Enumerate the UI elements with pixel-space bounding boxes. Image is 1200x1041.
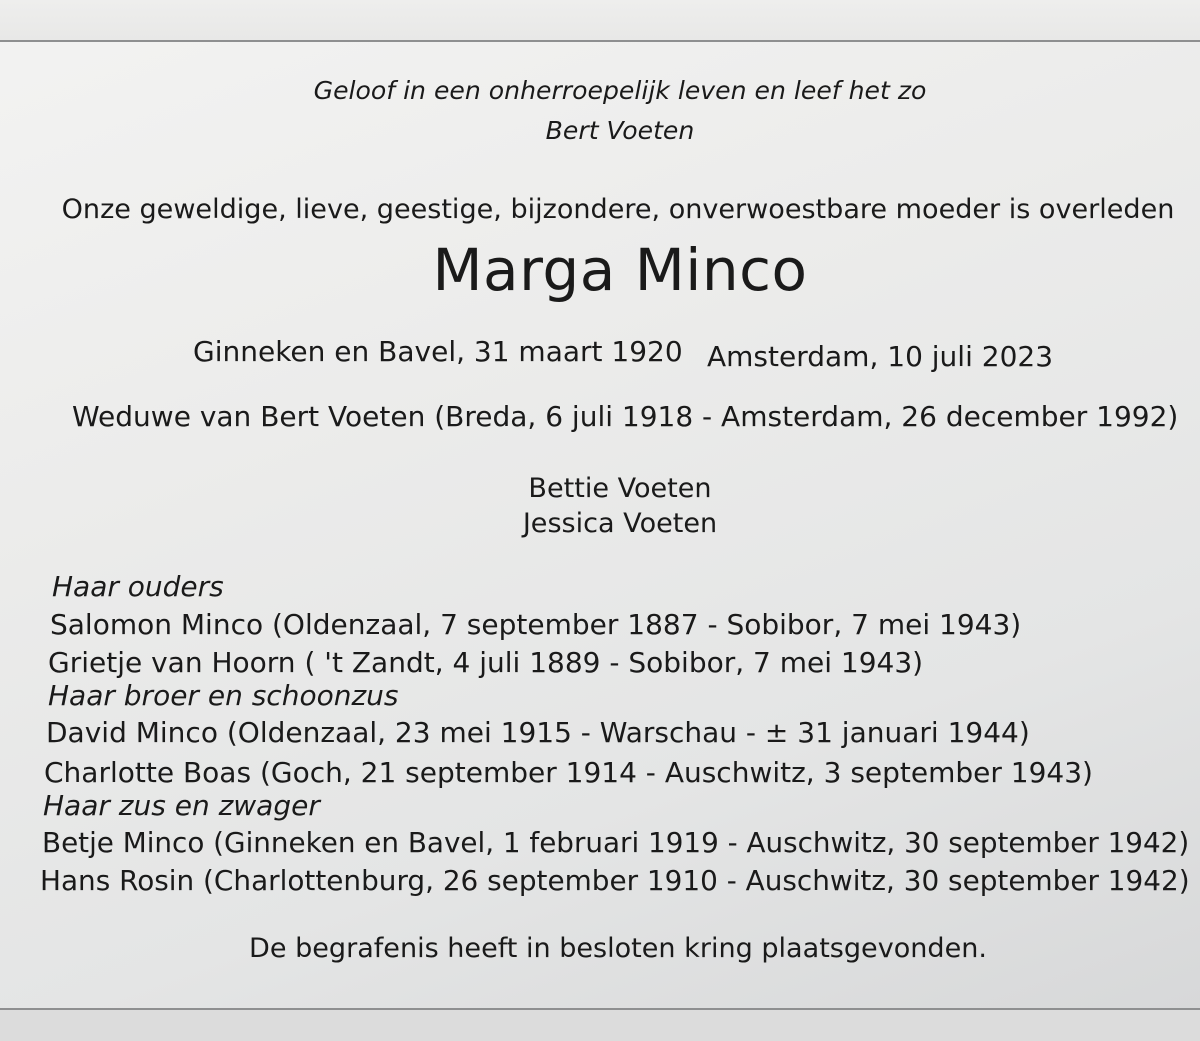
widow-of: Weduwe van Bert Voeten (Breda, 6 juli 1918 - Amsterdam, 26 december 1992): [72, 400, 1179, 433]
quote-author: Bert Voeten: [545, 116, 695, 145]
top-border: [0, 0, 1200, 42]
quote-text: Geloof in een onherroepelijk leven en leef het zo: [313, 76, 927, 105]
birth-place-date: Ginneken en Bavel, 31 maart 1920: [193, 335, 683, 368]
family-member: Salomon Minco (Oldenzaal, 7 september 1887 - Sobibor, 7 mei 1943): [50, 608, 1022, 641]
announcement-intro: Onze geweldige, lieve, geestige, bijzondere, onverwoestbare moeder is overleden: [61, 194, 1175, 225]
family-member: Betje Minco (Ginneken en Bavel, 1 februari 1919 - Auschwitz, 30 september 1942): [42, 826, 1190, 859]
brother-heading: Haar broer en schoonzus: [48, 679, 399, 712]
family-member: Charlotte Boas (Goch, 21 september 1914 - Auschwitz, 3 september 1943): [44, 756, 1093, 789]
family-member: Grietje van Hoorn ( 't Zandt, 4 juli 1889 - Sobibor, 7 mei 1943): [48, 646, 924, 679]
funeral-note: De begrafenis heeft in besloten kring plaatsgevonden.: [249, 933, 987, 964]
child-name: Jessica Voeten: [522, 508, 718, 539]
parents-heading: Haar ouders: [52, 570, 224, 603]
family-member: David Minco (Oldenzaal, 23 mei 1915 - Warschau - ± 31 januari 1944): [46, 716, 1030, 749]
sister-heading: Haar zus en zwager: [43, 789, 320, 822]
family-member: Hans Rosin (Charlottenburg, 26 september 1910 - Auschwitz, 30 september 1942): [40, 864, 1190, 897]
deceased-name: Marga Minco: [432, 236, 808, 304]
death-place-date: Amsterdam, 10 juli 2023: [707, 340, 1054, 373]
child-name: Bettie Voeten: [528, 473, 712, 504]
bottom-border: [0, 1008, 1200, 1041]
